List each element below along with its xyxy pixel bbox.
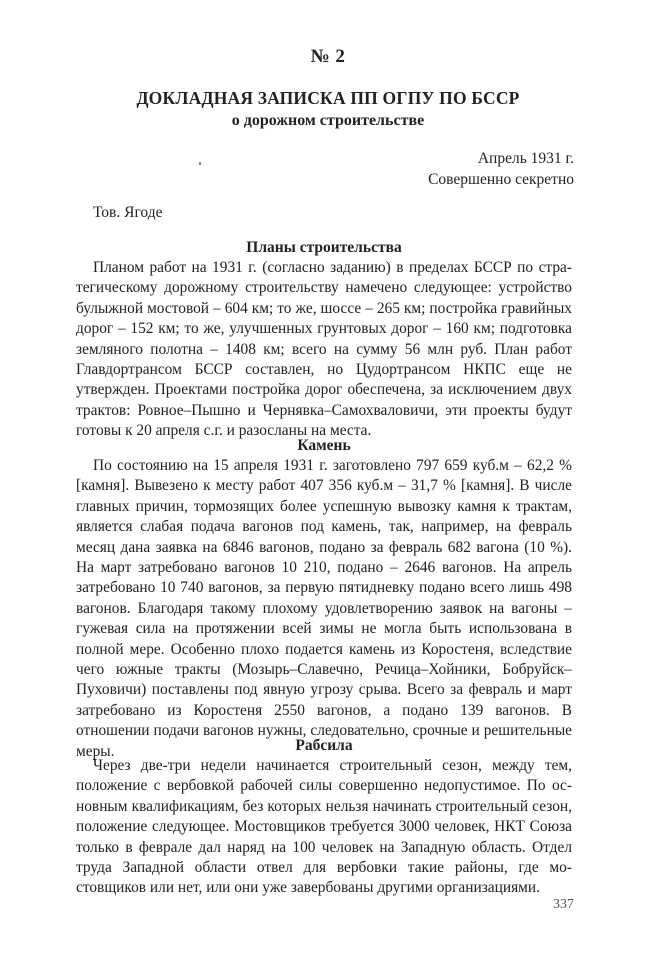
addressee: Тов. Ягоде bbox=[93, 204, 163, 221]
document-date: Апрель 1931 г. bbox=[477, 150, 574, 167]
section-stone bbox=[76, 436, 572, 762]
section-paragraph: Через две-три недели начинается строительный сезон, между тем, положение с вербовкой рабочей силы совершенно недопустимое. По основным квалификациям, без которых нельзя начинать строительный сезон, положение следующее. Мостовщиков требуется 3000 человек, НКТ Союза только в феврале дал наряд на 100 человек на Западную область. Отдел труда Западной области отвел для вербовки такие районы, где мостовщиков или нет, или они уже завербованы другими организациями. bbox=[76, 757, 572, 897]
section-heading: Камень bbox=[297, 437, 351, 454]
document-meta bbox=[428, 148, 574, 190]
document-number: № 2 bbox=[310, 46, 346, 67]
section-construction-plans bbox=[76, 238, 572, 442]
document-subtitle: о дорожном строительстве bbox=[231, 112, 425, 129]
section-paragraph: По состоянию на 15 апреля 1931 г. заготовлено 797 659 куб.м – 62,2 % [камня]. Вывезено к месту работ 407 356 куб.м – 31,7 % [камня]. В числе главных причин, тормозящих более успешную вывозку камня к трактам, является слабая подача вагонов под камень, так, например, на февраль месяц дана заявка на 6846 вагонов, подано за февраль 682 вагона (10 %). На март затребовано вагонов 10 210, подано – 2646 вагонов. На апрель затребовано 10 740 вагонов, за первую пятидневку подано всего лишь 498 вагонов. Благодаря такому плохому удовлетворению заявок на вагоны – гужевая сила на протяжении всей зимы не могла быть использована в полной мере. Особенно плохо подается камень из Коростеня, вследствие чего южные тракты (Мозырь–Славечно, Речица–Хойники, Бобруйск–Пуховичи) поставлены под явную угрозу срыва. Всего за февраль и март затребовано из Коростеня 2550 вагонов, а подано 139 вагонов. В отношении подачи вагонов нужны, следовательно, срочные и решительные меры. bbox=[76, 457, 572, 760]
print-speck bbox=[199, 162, 201, 165]
document-title: ДОКЛАДНАЯ ЗАПИСКА ПП ОГПУ ПО БССР bbox=[136, 88, 520, 108]
section-heading: Рабсила bbox=[295, 737, 353, 754]
section-paragraph: Планом работ на 1931 г. (согласно заданию) в пределах БССР по стратегическому дорожному строительству намечено следующее: устройство булыжной мостовой – 604 км; то же, шоссе – 265 км; постройка гравийных дорог – 152 км; то же, улучшенных грунтовых дорог – 160 км; подготовка земляного полотна – 1408 км; всего на сумму 56 млн руб. План работ Главдортрансом БССР составлен, но Цудортрансом НКПС еще не утвержден. Проектами постройка дорог обеспечена, за исключением двух трактов: Ровное–Пышно и Чернявка–Самохваловичи, эти проекты будут готовы к 20 апреля с.г. и разосланы на места. bbox=[76, 259, 572, 440]
section-heading: Планы строительства bbox=[246, 239, 402, 256]
page-number: 337 bbox=[553, 897, 574, 912]
section-labor bbox=[76, 736, 572, 899]
classification-stamp: Совершенно секретно bbox=[428, 171, 574, 188]
